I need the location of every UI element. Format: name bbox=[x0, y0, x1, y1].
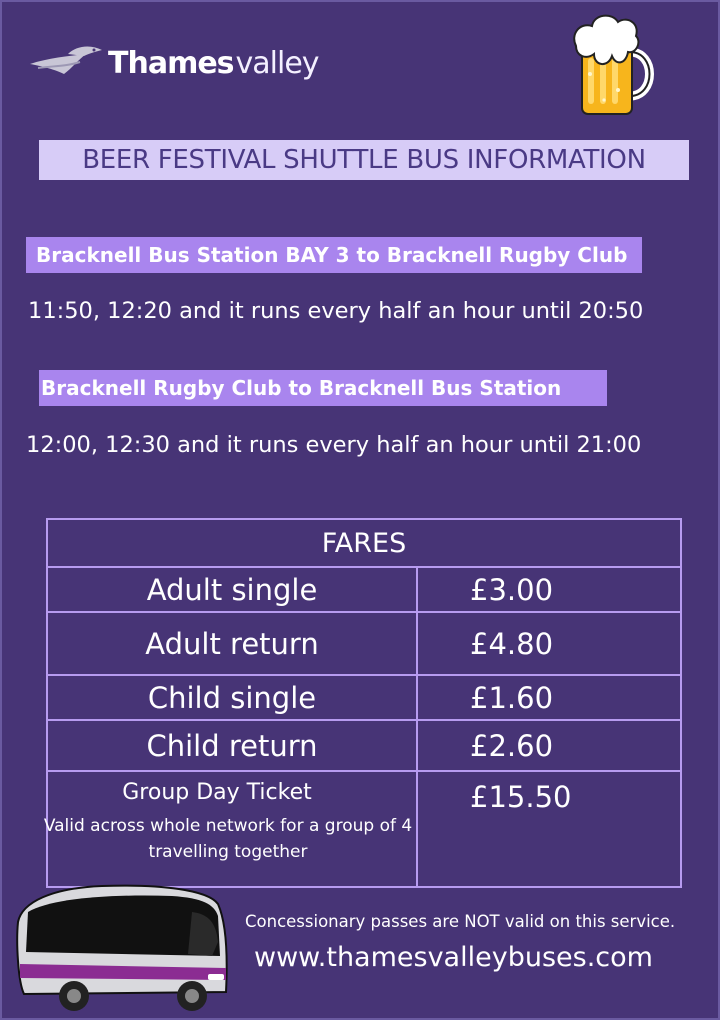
fare-label: Adult single bbox=[47, 567, 417, 612]
group-ticket-note: Valid across whole network for a group of 4 travelling together bbox=[43, 816, 413, 862]
bus-icon bbox=[12, 882, 237, 1017]
brand-bold: Thames bbox=[108, 46, 234, 81]
fare-row bbox=[47, 567, 681, 612]
route-outbound-times: 11:50, 12:20 and it runs every half an hour until 20:50 bbox=[28, 298, 644, 324]
brand-name bbox=[108, 46, 319, 82]
page-title: BEER FESTIVAL SHUTTLE BUS INFORMATION bbox=[39, 140, 689, 180]
fare-price: £1.60 bbox=[417, 675, 681, 720]
website-link[interactable]: www.thamesvalleybuses.com bbox=[254, 942, 653, 973]
route-return-times: 12:00, 12:30 and it runs every half an hour until 21:00 bbox=[26, 432, 642, 458]
fare-row bbox=[47, 771, 681, 887]
fare-price: £2.60 bbox=[417, 720, 681, 771]
brand-light: valley bbox=[235, 46, 319, 81]
fare-price: £15.50 bbox=[417, 771, 681, 887]
bird-logo-icon bbox=[28, 44, 106, 80]
thames-valley-logo[interactable] bbox=[28, 42, 319, 86]
fare-price: £4.80 bbox=[417, 612, 681, 675]
fares-header: FARES bbox=[47, 519, 681, 567]
fare-row bbox=[47, 612, 681, 675]
route-outbound-label: Bracknell Bus Station BAY 3 to Bracknell Rugby Club bbox=[26, 237, 642, 273]
group-ticket-title: Group Day Ticket bbox=[122, 780, 312, 805]
fare-row bbox=[47, 720, 681, 771]
group-ticket-cell bbox=[43, 771, 417, 887]
fare-label: Child return bbox=[47, 720, 417, 771]
beer-mug-icon bbox=[568, 12, 660, 122]
fare-label: Adult return bbox=[47, 612, 417, 675]
fares-table bbox=[43, 518, 682, 888]
concession-notice: Concessionary passes are NOT valid on this service. bbox=[245, 912, 676, 931]
fare-row bbox=[47, 675, 681, 720]
fare-price: £3.00 bbox=[417, 567, 681, 612]
fare-label: Child single bbox=[47, 675, 417, 720]
route-return-label: Bracknell Rugby Club to Bracknell Bus Station bbox=[39, 370, 607, 406]
